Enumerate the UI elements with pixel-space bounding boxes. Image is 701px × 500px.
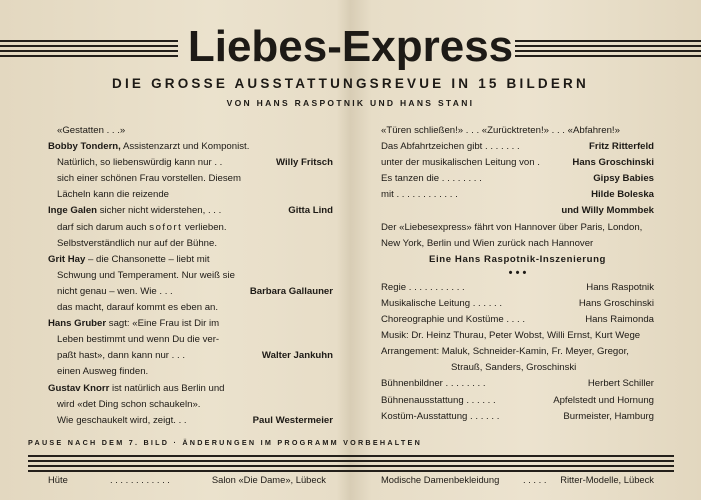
credits-line: Regie . . . . . . . . . . . Hans Raspotnik — [381, 281, 654, 293]
cast-line: wird «det Ding schon schaukeln». — [57, 398, 201, 410]
actor-name: Walter Jankuhn — [261, 350, 333, 362]
cast-line: Inge Galen sicher nicht widerstehen, . . . Gitta Lind — [48, 203, 333, 219]
cast-line: sich einer schönen Frau vorstellen. Diesem — [57, 173, 241, 185]
cast-line: nicht genau – wen. Wie . . . Barbara Gallauner — [48, 284, 333, 300]
cast-line: Hans Gruber sagt: «Eine Frau ist Dir im — [48, 318, 220, 330]
credits-line: Das Abfahrtzeichen gibt . . . . . . . Fritz Ritterfeld — [381, 139, 654, 155]
credits-column — [381, 123, 654, 425]
cast-line: Bobby Tondern, Assistenzarzt und Komponist. — [48, 141, 250, 153]
credits-line: Der «Liebesexpress» fährt von Hannover über Paris, London, — [381, 221, 643, 233]
credits-line — [381, 203, 654, 219]
credits-line: mit . . . . . . . . . . . . Hilde Boleska — [381, 187, 654, 203]
credits-line: Strauß, Sanders, Groschinski — [451, 362, 577, 374]
credits-line: Musikalische Leitung . . . . . . Hans Groschinski — [381, 297, 654, 309]
cast-line: Selbstverständlich nur auf der Bühne. — [57, 237, 217, 249]
ornament: • • • — [508, 266, 527, 279]
program-authors: VON HANS RASPOTNIK UND HANS STANI — [226, 98, 475, 108]
cast-line: das macht, darauf kommt es eben an. — [57, 302, 219, 314]
footer-notice: PAUSE NACH DEM 7. BILD · ÄNDERUNGEN IM PROGRAMM VORBEHALTEN — [28, 438, 423, 447]
footer-rule — [28, 455, 674, 475]
credits-line: Arrangement: Maluk, Schneider-Kamin, Fr. Meyer, Gregor, — [381, 346, 629, 358]
cast-line: Lächeln kann die reizende — [57, 189, 170, 201]
cast-line: Schwung und Temperament. Nur weiß sie — [57, 269, 235, 281]
actor-name: Hans Groschinski — [572, 157, 654, 169]
actor-name: Gipsy Babies — [593, 173, 654, 185]
cast-line: Gustav Knorr ist natürlich aus Berlin und — [48, 382, 225, 394]
actor-name: Hilde Boleska — [591, 189, 654, 201]
cast-line: einen Ausweg finden. — [57, 366, 149, 378]
credits-line — [381, 252, 654, 268]
actor-name: Willy Fritsch — [276, 157, 333, 169]
actor-name: Barbara Gallauner — [249, 285, 333, 297]
cast-line: Wie geschaukelt wird, zeigt. . . Paul Westermeier — [48, 413, 333, 429]
credits-line: Kostüm-Ausstattung . . . . . . Burmeister, Hamburg — [381, 410, 654, 422]
credits-line: unter der musikalischen Leitung von . Hans Groschinski — [381, 155, 654, 171]
actor-name: und Willy Mommbek — [561, 205, 654, 217]
advert-hats: Hüte . . . . . . . . . . . . Salon «Die Dame», Lübeck — [48, 474, 326, 485]
cast-column — [48, 123, 333, 429]
credits-line: Bühnenbildner . . . . . . . . Herbert Schiller — [381, 378, 654, 390]
actor-name: Fritz Ritterfeld — [588, 141, 654, 153]
credits-line: New York, Berlin und Wien zurück nach Hannover — [381, 237, 594, 249]
program-subtitle: DIE GROSSE AUSSTATTUNGSREVUE IN 15 BILDERN — [112, 76, 589, 91]
actor-name: Gitta Lind — [288, 205, 333, 217]
cast-line: paßt hast», dann kann nur . . . Walter Jankuhn — [48, 348, 333, 364]
cast-line: darf sich darum auch sofort verlieben. — [57, 221, 227, 233]
credits-line: Musik: Dr. Heinz Thurau, Peter Wobst, Willi Ernst, Kurt Wege — [381, 330, 641, 342]
cast-line: Grit Hay – die Chansonette – liebt mit — [48, 253, 210, 265]
advert-fashion: Modische Damenbekleidung . . . . . Ritter-Modelle, Lübeck — [381, 474, 654, 485]
production-credit: Eine Hans Raspotnik-Inszenierung — [429, 253, 606, 265]
credits-line: Bühnenausstattung . . . . . . Apfelstedt und Hornung — [381, 394, 654, 406]
credits-line: Choreographie und Kostüme . . . . Hans Raimonda — [381, 314, 654, 326]
actor-name: Paul Westermeier — [252, 414, 333, 426]
credits-line: Es tanzen die . . . . . . . . Gipsy Babies — [381, 171, 654, 187]
program-title: Liebes-Express — [187, 22, 514, 71]
credits-line: «Türen schließen!» . . . «Zurücktreten!» . . . «Abfahren!» — [381, 125, 620, 136]
cast-line: Leben bestimmt und wenn Du die ver- — [57, 334, 220, 346]
cast-line: «Gestatten . . .» — [57, 125, 126, 136]
cast-line: Natürlich, so liebenswürdig kann nur . . Willy Fritsch — [48, 155, 333, 171]
